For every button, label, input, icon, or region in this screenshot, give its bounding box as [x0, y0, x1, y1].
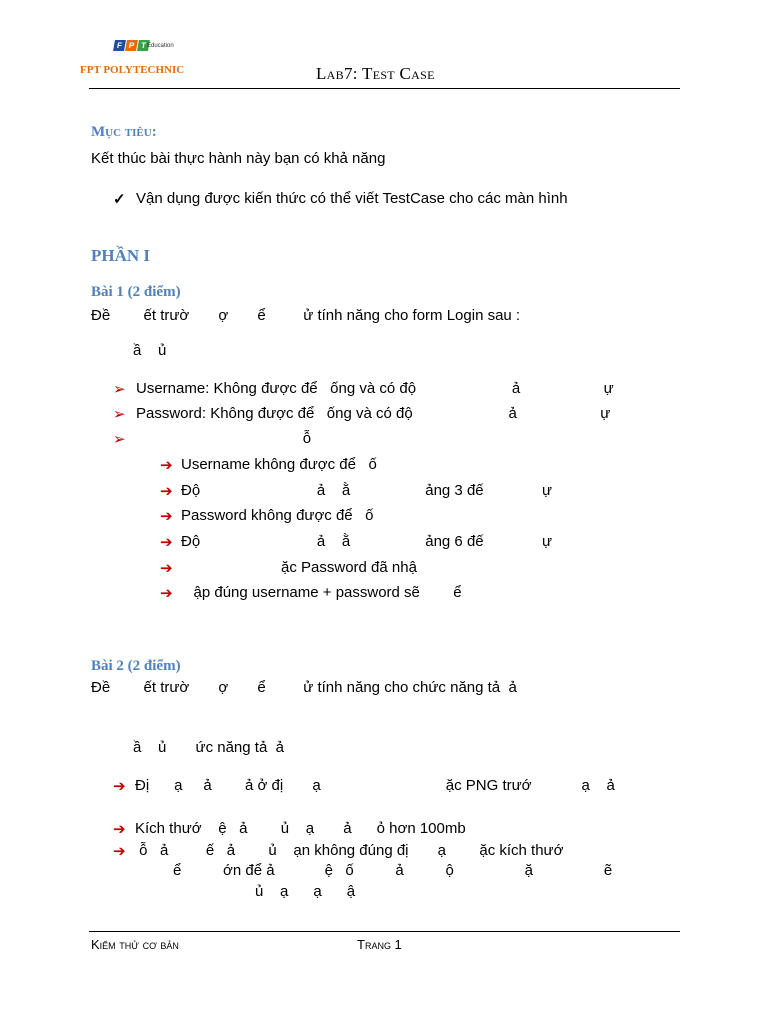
- footer-divider: [89, 931, 680, 932]
- logo-education-text: Education: [147, 43, 174, 49]
- bai2-task: Đề ết trườ ợ ể ử tính năng cho chức năng tả ả: [91, 679, 517, 696]
- objective-intro: Kết thúc bài thực hành này bạn có khả năng: [91, 150, 386, 167]
- footer-course-name: Kiểm thử cơ bản: [91, 937, 179, 952]
- bai2-heading: Bài 2 (2 điểm): [91, 658, 181, 674]
- bai1-bullet: Password: Không được để ống và có độ ả ự: [136, 405, 611, 422]
- bai1-sub-item: ập đúng username + password sẽ ể: [181, 584, 462, 601]
- bai1-requirement: ầ ủ: [133, 342, 167, 359]
- sub-arrow-icon: ➔: [160, 560, 173, 577]
- bai2-item: Kích thướ ệ ả ủ ạ ả ỏ hơn 100mb: [135, 820, 466, 837]
- header-divider: [89, 88, 680, 89]
- objective-item: Vận dụng được kiến thức có thể viết TestCase cho các màn hình: [136, 190, 568, 207]
- footer-page-number: Trang 1: [357, 937, 402, 952]
- arrow-icon: ➔: [113, 843, 126, 860]
- objective-heading: Mục tiêu:: [91, 124, 157, 140]
- bai2-requirement: ầ ủ ức năng tả ả: [133, 739, 284, 756]
- logo-letter-t: T: [137, 40, 150, 51]
- sub-arrow-icon: ➔: [160, 483, 173, 500]
- page-title: Lab7: Test Case: [316, 64, 435, 83]
- bai2-continuation: ể ớn để ả ệ ố ả ộ ặ ẽ: [173, 862, 613, 879]
- fpt-logo: [80, 36, 210, 80]
- arrow-icon: ➢: [113, 406, 126, 423]
- arrow-icon: ➢: [113, 381, 126, 398]
- sub-arrow-icon: ➔: [160, 457, 173, 474]
- sub-arrow-icon: ➔: [160, 585, 173, 602]
- bai1-heading: Bài 1 (2 điểm): [91, 284, 181, 300]
- arrow-icon: ➢: [113, 431, 126, 448]
- bai1-sub-item: Độ ả ằ ảng 3 đế ự: [181, 482, 553, 499]
- bai1-task: Đề ết trườ ợ ể ử tính năng cho form Login sau :: [91, 307, 521, 324]
- logo-letter-p: P: [125, 40, 138, 51]
- bai1-bullet: ỗ: [136, 430, 312, 447]
- bai2-continuation: ủ ạ ạ ậ: [255, 883, 356, 900]
- fpt-logo-mark: [114, 40, 149, 51]
- arrow-icon: ➔: [113, 778, 126, 795]
- logo-polytechnic-text: FPT POLYTECHNIC: [80, 64, 185, 76]
- bai1-sub-item: Username không được để ố: [181, 456, 377, 473]
- arrow-icon: ➔: [113, 821, 126, 838]
- bai1-sub-item: ặc Password đã nhậ: [181, 559, 417, 576]
- bai1-sub-item: Độ ả ằ ảng 6 đế ự: [181, 533, 553, 550]
- bai1-sub-item: Password không được để ố: [181, 507, 374, 524]
- bai2-item: Đị ạ ả ả ở đị ạ ặc PNG trướ ạ ả: [135, 777, 615, 794]
- sub-arrow-icon: ➔: [160, 534, 173, 551]
- sub-arrow-icon: ➔: [160, 508, 173, 525]
- bai2-item: ỗ ả ế ả ủ ạn không đúng đị ạ ặc kích thướ: [135, 842, 564, 859]
- part-heading: PHẦN I: [91, 246, 151, 265]
- logo-letter-f: F: [113, 40, 126, 51]
- check-icon: ✓: [113, 191, 126, 208]
- bai1-bullet: Username: Không được để ống và có độ ả ự: [136, 380, 614, 397]
